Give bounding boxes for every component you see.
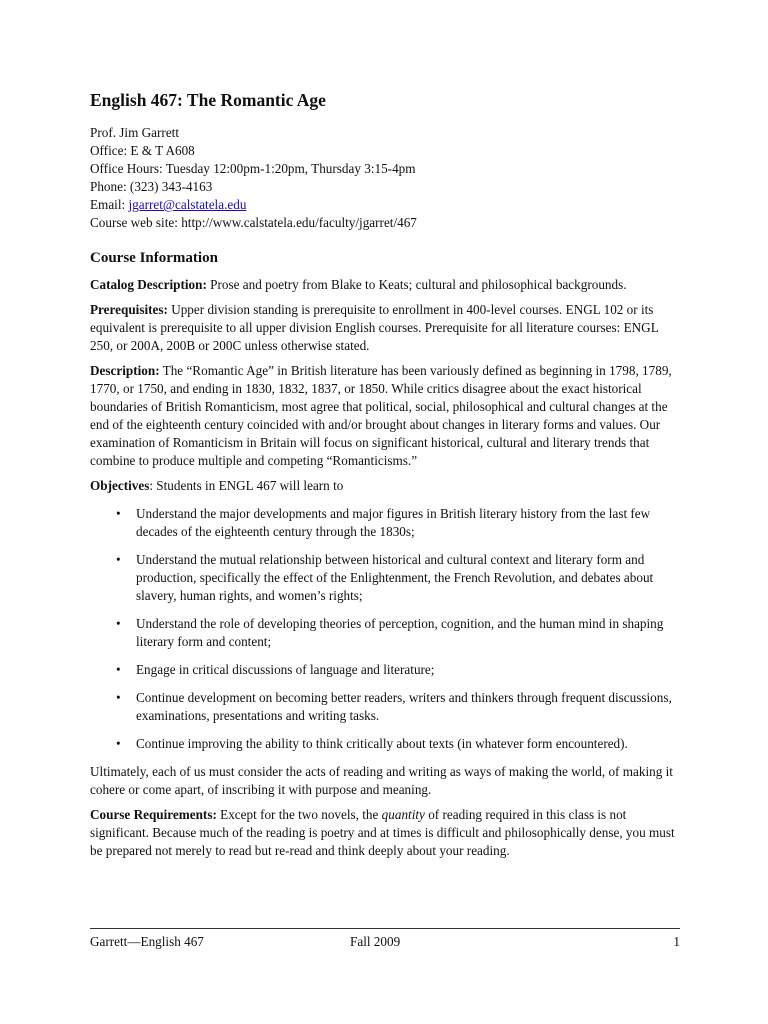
bullet-icon: •: [116, 662, 121, 677]
objectives-intro: [90, 477, 680, 495]
course-requirements: Course Requirements: Except for the two novels, the quantity of reading required in this class is not significant. Because much of the reading is poetry and at times is difficult and philosophically dense, you must be prepared not merely to read but re-read and think deeply about your reading.: [90, 807, 675, 858]
professor-name: Prof. Jim Garrett: [90, 125, 179, 140]
prerequisites: [90, 301, 680, 355]
footer-author: Garrett—English 467: [90, 934, 204, 949]
catalog-label: Catalog Description:: [90, 277, 207, 292]
list-item: • Continue development on becoming better readers, writers and thinkers through frequent discussions, examinations, presentations and writing tasks.: [116, 690, 672, 723]
catalog-text: Prose and poetry from Blake to Keats; cultural and philosophical backgrounds.: [206, 277, 627, 292]
prereq-label: Prerequisites:: [90, 302, 168, 317]
list-item: • Continue improving the ability to think critically about texts (in whatever form encountered).: [116, 736, 628, 751]
office-hours: Office Hours: Tuesday 12:00pm-1:20pm, Thursday 3:15-4pm: [90, 161, 416, 176]
footer-term: Fall 2009: [350, 934, 401, 949]
requirements-label: Course Requirements:: [90, 807, 217, 822]
email-link[interactable]: jgarret@calstatela.edu: [128, 197, 247, 212]
catalog-description: [90, 276, 680, 294]
email-label: Email:: [90, 197, 129, 212]
ultimately-paragraph: Ultimately, each of us must consider the acts of reading and writing as ways of making the world, of making it cohere or come apart, of inscribing it with purpose and meaning.: [90, 764, 673, 797]
objectives-list: [90, 505, 680, 753]
bullet-icon: •: [116, 552, 121, 567]
page-number: 1: [673, 934, 680, 949]
prereq-text: Upper division standing is prerequisite to enrollment in 400-level courses. ENGL 102 or its equivalent is prerequisite to all upper division English courses. Prerequisite for all literature courses: ENGL 250, or 200A, 200B or 200C unless otherwise stated.: [90, 302, 659, 353]
objectives-text: : Students in ENGL 467 will learn to: [149, 478, 344, 493]
quantity-emphasis: quantity: [381, 807, 425, 822]
list-item: • Understand the mutual relationship between historical and cultural context and literary form and production, specifically the effect of the Enlightenment, the French Revolution, and debates about slavery, human rights, and women’s rights;: [116, 552, 654, 603]
document-page: [90, 88, 680, 867]
bullet-icon: •: [116, 506, 121, 521]
objectives-label: Objectives: [90, 478, 150, 493]
section-heading-course-information: Course Information: [90, 250, 218, 266]
list-item: • Understand the major developments and major figures in British literary history from the last few decades of the eighteenth century through the 1830s;: [116, 506, 651, 539]
phone-number: Phone: (323) 343-4163: [90, 179, 213, 194]
description-label: Description:: [90, 363, 160, 378]
course-description: [90, 362, 680, 470]
list-item: • Understand the role of developing theories of perception, cognition, and the human mind in shaping literary form and content;: [116, 616, 664, 649]
page-title: English 467: The Romantic Age: [90, 90, 326, 110]
bullet-icon: •: [116, 690, 121, 705]
bullet-icon: •: [116, 616, 121, 631]
office-location: Office: E & T A608: [90, 143, 195, 158]
description-text: The “Romantic Age” in British literature has been variously defined as beginning in 1798, 1789, 1770, or 1750, and ending in 1830, 1832, 1837, or 1850. While critics disagree about the exact historical boundaries of British Romanticism, most agree that political, social, philosophical and cultural changes at the end of the eighteenth century coincided with and/or brought about changes in literary forms and values. Our examination of Romanticism in Britain will focus on significant historical, cultural and literary trends that combine to produce multiple and competing “Romanticisms.”: [90, 363, 672, 468]
page-footer: [90, 928, 680, 949]
course-website: Course web site: http://www.calstatela.edu/faculty/jgarret/467: [90, 215, 417, 230]
list-item: • Engage in critical discussions of language and literature;: [116, 662, 435, 677]
email-line: [90, 196, 680, 214]
bullet-icon: •: [116, 736, 121, 751]
contact-block: [90, 124, 680, 232]
